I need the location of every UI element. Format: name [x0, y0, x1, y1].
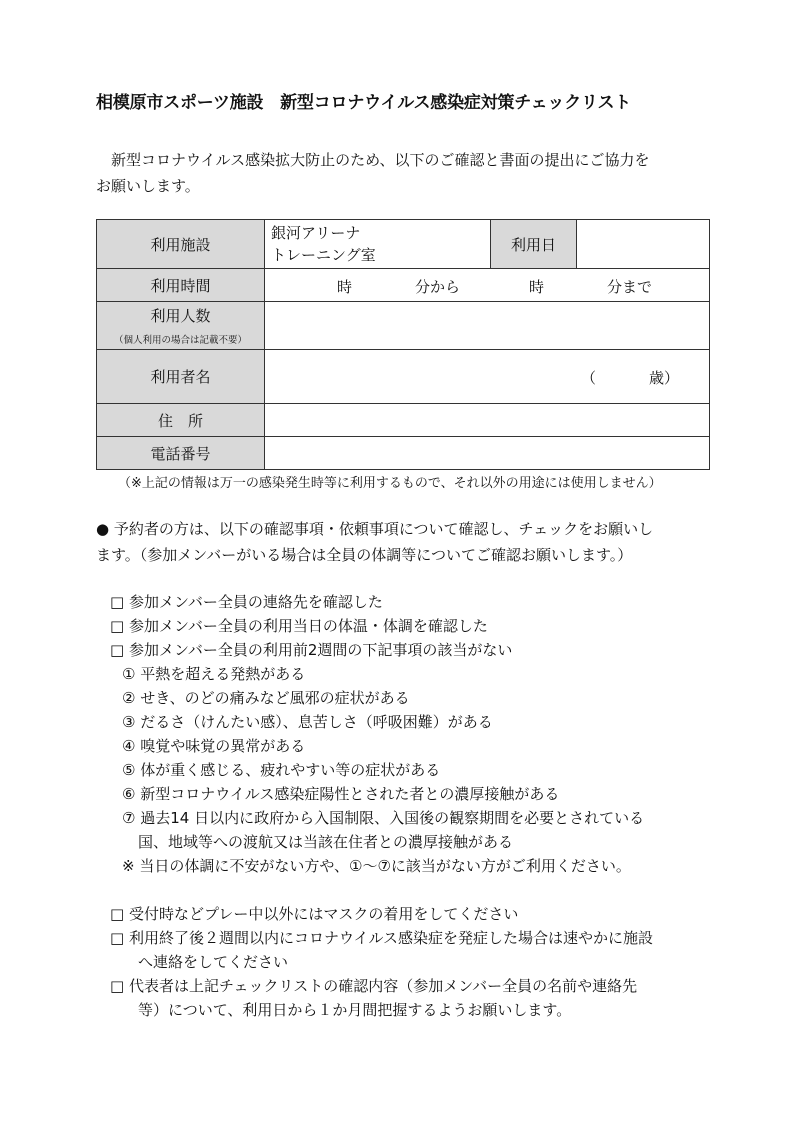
- check-item-contacts[interactable]: □ 参加メンバー全員の連絡先を確認した: [110, 593, 383, 611]
- count-field[interactable]: [265, 302, 710, 350]
- address-field[interactable]: [265, 404, 710, 437]
- request-line-1: ● 予約者の方は、以下の確認事項・依頼事項について確認し、チェックをお願いし: [96, 520, 654, 538]
- facility-row: [97, 220, 710, 269]
- phone-row: [97, 437, 710, 470]
- address-label: 住 所: [97, 404, 265, 437]
- count-label: 利用人数: [150, 307, 211, 325]
- intro-line-1: 新型コロナウイルス感染拡大防止のため、以下のご確認と書面の提出にご協力を: [111, 151, 650, 169]
- symptom-item-2: ② せき、のどの痛みなど風邪の症状がある: [122, 689, 410, 707]
- age-open: （: [581, 369, 597, 387]
- symptom-item-7: ⑦ 過去14 日以内に政府から入国制限、入国後の観察期間を必要とされている: [122, 809, 645, 827]
- request-line-2: ます。（参加メンバーがいる場合は全員の体調等についてご確認お願いします。）: [96, 546, 633, 564]
- time-row: [97, 269, 710, 302]
- info-table: [96, 219, 710, 470]
- symptom-item-3: ③ だるさ（けんたい感）、息苦しさ（呼吸困難）がある: [122, 713, 493, 731]
- symptom-item-5: ⑤ 体が重く感じる、疲れやすい等の症状がある: [122, 761, 441, 779]
- facility-value: [265, 220, 491, 269]
- facility-value-line-2: トレーニング室: [271, 246, 376, 264]
- page-title: 相模原市スポーツ施設 新型コロナウイルス感染症対策チェックリスト: [96, 93, 632, 113]
- check-item-two-weeks[interactable]: □ 参加メンバー全員の利用前2週間の下記事項の該当がない: [110, 641, 513, 659]
- phone-field[interactable]: [265, 437, 710, 470]
- name-row: [97, 350, 710, 404]
- name-label: 利用者名: [97, 350, 265, 404]
- date-field[interactable]: [577, 220, 710, 269]
- count-label-cell: [97, 302, 265, 350]
- request-text: [96, 516, 702, 568]
- check-item-report-cont: へ連絡をしてください: [138, 953, 289, 971]
- time-label: 利用時間: [97, 269, 265, 302]
- facility-label: 利用施設: [97, 220, 265, 269]
- check-item-report[interactable]: □ 利用終了後２週間以内にコロナウイルス感染症を発症した場合は速やかに施設: [110, 929, 654, 947]
- privacy-note: （※上記の情報は万一の感染発生時等に利用するもので、それ以外の用途には使用しません）: [118, 476, 662, 491]
- address-row: [97, 404, 710, 437]
- time-minute-to: 分まで: [607, 278, 653, 296]
- date-label: 利用日: [491, 220, 577, 269]
- check-item-mask[interactable]: □ 受付時などプレー中以外にはマスクの着用をしてください: [110, 905, 519, 923]
- time-minute-from: 分から: [415, 278, 461, 296]
- symptom-item-4: ④ 嗅覚や味覚の異常がある: [122, 737, 306, 755]
- time-field[interactable]: [265, 269, 710, 302]
- count-sublabel: （個人利用の場合は記載不要）: [113, 335, 247, 346]
- time-hour-end: 時: [529, 278, 545, 296]
- symptom-item-6: ⑥ 新型コロナウイルス感染症陽性とされた者との濃厚接触がある: [122, 785, 560, 803]
- intro-line-2: お願いします。: [96, 177, 200, 195]
- symptom-item-1: ① 平熱を超える発熱がある: [122, 665, 306, 683]
- age-close: 歳）: [649, 369, 680, 387]
- intro-text: [96, 147, 716, 199]
- checklist: [110, 590, 710, 1022]
- symptom-note: ※ 当日の体調に不安がない方や、①～⑦に該当がない方がご利用ください。: [122, 857, 631, 875]
- time-hour-start: 時: [337, 278, 353, 296]
- check-item-representative[interactable]: □ 代表者は上記チェックリストの確認内容（参加メンバー全員の名前や連絡先: [110, 977, 638, 995]
- check-item-representative-cont: 等）について、利用日から１か月間把握するようお願いします。: [138, 1001, 572, 1019]
- count-row: [97, 302, 710, 350]
- name-field[interactable]: [265, 350, 710, 404]
- symptom-item-7-cont: 国、地域等への渡航又は当該在住者との濃厚接触がある: [138, 833, 514, 851]
- check-item-temperature[interactable]: □ 参加メンバー全員の利用当日の体温・体調を確認した: [110, 617, 488, 635]
- facility-value-line-1: 銀河アリーナ: [271, 224, 361, 242]
- phone-label: 電話番号: [97, 437, 265, 470]
